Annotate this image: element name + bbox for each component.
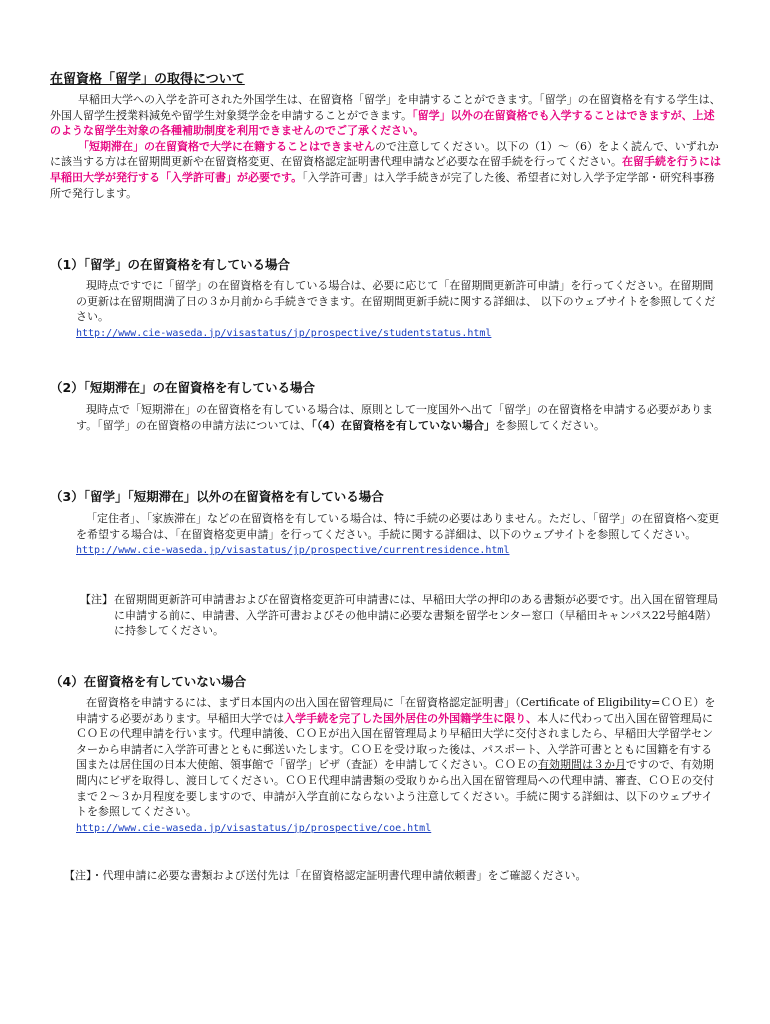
intro-paragraph-1 — [50, 92, 722, 139]
section3-note-text: 在留期間更新許可申請書および在留資格変更許可申請書には、早稲田大学の押印のある書類が必要です。出入国在留管理局に申請する前に、申請書、入学許可書およびその他申請に必要な書類を留学センター窓口（早稲田キャンパス22号館4階）に持参してください。 — [114, 593, 719, 638]
intro-text-2b: ので注意してください。以下の（1）～（6）をよく読んで、いずれかに該当する方は在留期間更新や在留資格変更、在留資格認定証明書代理申請など必要な在留手続を行ってください。 — [50, 139, 719, 169]
section3-note — [80, 592, 722, 639]
section2-text-b: 「（4）在留資格を有していない場合」 — [311, 418, 496, 432]
section2-body — [76, 402, 722, 433]
section3-link[interactable]: http://www.cie-waseda.jp/visastatus/jp/prospective/currentresidence.html — [76, 545, 510, 557]
section1-heading: （1）「留学」の在留資格を有している場合 — [50, 257, 290, 272]
section4-note — [64, 868, 722, 884]
intro-paragraph-2 — [50, 139, 722, 201]
section2-text-c: を参照してください。 — [495, 418, 606, 432]
page-title: 在留資格「留学」の取得について — [50, 72, 245, 87]
section2-heading: （2）「短期滞在」の在留資格を有している場合 — [50, 380, 315, 395]
section4-link[interactable]: http://www.cie-waseda.jp/visastatus/jp/prospective/coe.html — [76, 822, 432, 834]
section4-highlight-b: 入学手続を完了した国外居住の外国籍学生に限り、 — [284, 711, 538, 725]
section1-link[interactable]: http://www.cie-waseda.jp/visastatus/jp/prospective/studentstatus.html — [76, 327, 492, 339]
intro-text-1a: 早稲田大学への入学を許可された外国学生は、在留資格「留学」を申請することができます。「留学」の在留資格を有する学生は、外国人留学生授業料減免や留学生対象奨学金を申請することができます。 — [50, 93, 721, 122]
section3-body — [76, 511, 722, 559]
section4-underline-d: 有効期間は３か月 — [538, 758, 626, 772]
intro-highlight-2c: 在留手続を行うには早稲田大学が発行する「入学許可書」が必要です。 — [50, 155, 721, 184]
section4-text-c: 本人に代わって出入国在留管理局にＣＯＥの代理申請を行います。代理申請後、ＣＯＥが出入国在留管理局より早稲田大学に交付されましたら、早稲田大学留学センターから申請者に入学許可書とともに郵送いたします。ＣＯＥを受け取った後は、パスポート、入学許可書とともに国籍を有する国または居住国の日本大使館、領事館で「留学」ビザ（査証）を申請してください。ＣＯＥの — [76, 711, 714, 772]
intro-text-2d: 「入学許可書」は入学手続きが完了した後、希望者に対し入学予定学部・研究科事務所で発行します。 — [50, 170, 715, 200]
section4-note-label: 【注】 — [64, 869, 92, 882]
section3-note-label: 【注】 — [80, 593, 113, 606]
section1-text: 現時点ですでに「留学」の在留資格を有している場合は、必要に応じて「在留期間更新許可申請」を行ってください。在留期間の更新は在留期間満了日の３か月前から手続きできます。在留期間更新手続に関する詳細は、 以下のウェブサイトを参照してください。 — [76, 279, 716, 324]
section4-text-a: 在留資格を申請するには、まず日本国内の出入国在留管理局に「在留資格認定証明書」（Certificate of Eligibility=ＣＯＥ）を申請する必要があります。早稲田大学では — [76, 696, 716, 725]
section1-body — [76, 278, 722, 341]
section4-heading: （4）在留資格を有していない場合 — [50, 674, 247, 689]
section4-note-text: ・代理申請に必要な書類および送付先は「在留資格認定証明書代理申請依頼書」をご確認ください。 — [91, 869, 587, 882]
section3-heading: （3）「留学」「短期滞在」以外の在留資格を有している場合 — [50, 489, 384, 504]
section2-text-a: 現時点で「短期滞在」の在留資格を有している場合は、原則として一度国外へ出て「留学」の在留資格を申請する必要があります。「留学」の在留資格の申請方法については、 — [76, 403, 713, 432]
intro-highlight-1b: 「留学」以外の在留資格でも入学することはできますが、上述のような留学生対象の各種補助制度を利用できませんのでご了承ください。 — [50, 108, 715, 138]
section4-text-e: ですので、有効期間内にビザを取得し、渡日してください。ＣＯＥ代理申請書類の受取りから出入国在留管理局への代理申請、審査、ＣＯＥの交付まで２～３か月程度を要しますので、申請が入学直前にならないよう注意してください。手続に関する詳細は、以下のウェブサイトを参照してください。 — [76, 758, 714, 819]
intro-highlight-2a: 「短期滞在」の在留資格で大学に在籍することはできません — [78, 139, 375, 153]
intro-section — [50, 92, 722, 201]
section4-body — [76, 695, 722, 836]
section3-text: 「定住者」、「家族滞在」などの在留資格を有している場合は、特に手続の必要はありません。ただし、「留学」の在留資格へ変更を希望する場合は、「在留資格変更申請」を行ってください。手続に関する詳細は、以下のウェブサイトを参照してください。 — [76, 512, 720, 541]
